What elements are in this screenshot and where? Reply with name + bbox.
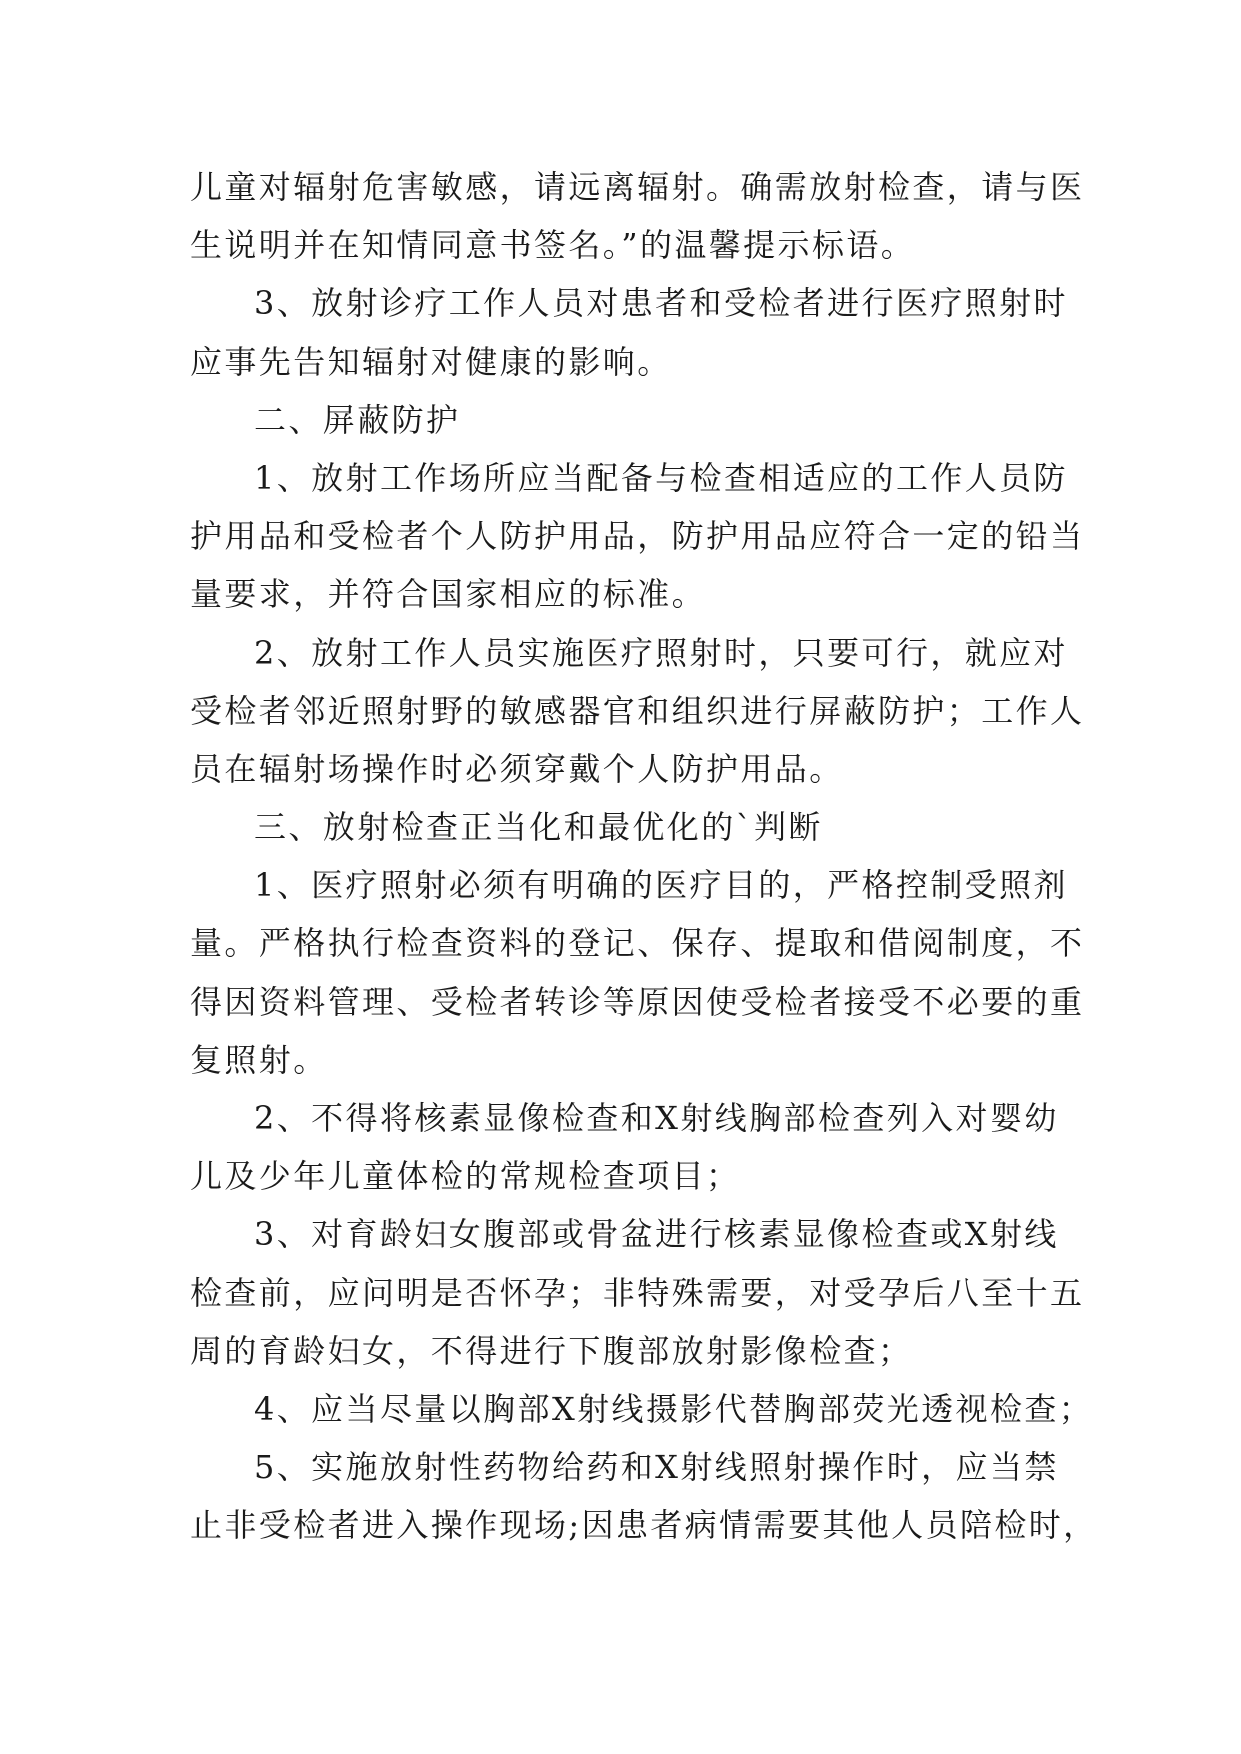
text-line: 3、放射诊疗工作人员对患者和受检者进行医疗照射时 — [254, 284, 1068, 323]
text-line: 儿童对辐射危害敏感，请远离辐射。确需放射检查，请与医 — [190, 168, 1085, 206]
text-line: 1、医疗照射必须有明确的医疗目的，严格控制受照剂 — [254, 866, 1068, 905]
text-line: 量。严格执行检查资料的登记、保存、提取和借阅制度，不 — [190, 924, 1085, 963]
text-line: 三、放射检查正当化和最优化的`判断 — [254, 808, 823, 847]
document-body — [190, 158, 1098, 1555]
text-line: 复照射。 — [190, 1040, 328, 1079]
text-line: 5、实施放射性药物给药和X射线照射操作时，应当禁 — [254, 1448, 1059, 1487]
text-line: 止非受检者进入操作现场;因患者病情需要其他人员陪检时， — [190, 1506, 1098, 1545]
text-line: 4、应当尽量以胸部X射线摄影代替胸部荧光透视检查； — [254, 1389, 1094, 1428]
text-line: 二、屏蔽防护 — [254, 400, 461, 439]
text-line: 1、放射工作场所应当配备与检查相适应的工作人员防 — [254, 458, 1068, 497]
text-line: 员在辐射场操作时必须穿戴个人防护用品。 — [190, 749, 844, 788]
text-line: 儿及少年儿童体检的常规检查项目； — [190, 1157, 741, 1196]
text-line: 受检者邻近照射野的敏感器官和组织进行屏蔽防护；工作人 — [190, 691, 1085, 730]
text-line: 检查前，应问明是否怀孕；非特殊需要，对受孕后八至十五 — [190, 1273, 1085, 1312]
text-line: 量要求，并符合国家相应的标准。 — [190, 575, 707, 614]
text-line: 2、放射工作人员实施医疗照射时，只要可行，就应对 — [254, 633, 1068, 672]
text-line: 得因资料管理、受检者转诊等原因使受检者接受不必要的重 — [190, 982, 1085, 1021]
text-line: 周的育龄妇女，不得进行下腹部放射影像检查； — [190, 1331, 913, 1370]
text-line: 2、不得将核素显像检查和X射线胸部检查列入对婴幼 — [254, 1099, 1059, 1137]
text-line: 生说明并在知情同意书签名。”的温馨提示标语。 — [190, 226, 916, 265]
text-line: 护用品和受检者个人防护用品，防护用品应符合一定的铅当 — [190, 517, 1085, 556]
text-line: 3、对育龄妇女腹部或骨盆进行核素显像检查或X射线 — [254, 1215, 1059, 1254]
text-line: 应事先告知辐射对健康的影响。 — [190, 342, 672, 381]
